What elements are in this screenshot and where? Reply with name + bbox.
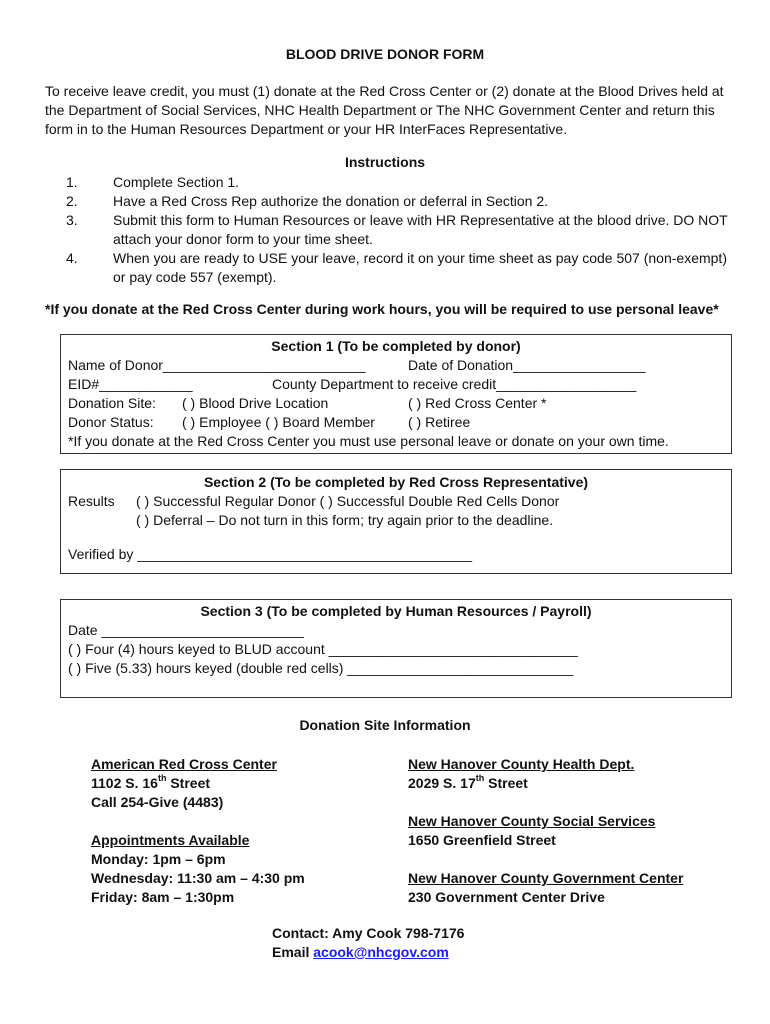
health-address-suffix: th xyxy=(475,773,485,784)
contact-line: Contact: Amy Cook 798-7176 xyxy=(272,925,465,941)
arc-address-street: Street xyxy=(166,775,211,791)
donor-status-label: Donor Status: xyxy=(68,414,154,430)
instruction-text: When you are ready to USE your leave, record it on your time sheet as pay code 507 (non-exempt) xyxy=(113,250,727,266)
social-services-name: New Hanover County Social Services xyxy=(408,813,656,829)
section3-heading: Section 3 (To be completed by Human Resources / Payroll) xyxy=(200,603,592,619)
date-of-donation-field[interactable]: Date of Donation_________________ xyxy=(408,357,646,373)
instruction-item xyxy=(66,192,728,211)
contact-block xyxy=(272,924,464,962)
friday-hours: Friday: 8am – 1:30pm xyxy=(91,889,235,905)
government-center-address: 230 Government Center Drive xyxy=(408,889,605,905)
form-title-text: BLOOD DRIVE DONOR FORM xyxy=(285,46,485,62)
red-cross-center-option[interactable]: ( ) Red Cross Center * xyxy=(408,395,547,411)
site-info-heading: Donation Site Information xyxy=(299,717,471,733)
social-services-address: 1650 Greenfield Street xyxy=(408,832,556,848)
instruction-text: or pay code 557 (exempt). xyxy=(113,269,277,285)
results-label: Results xyxy=(68,493,115,509)
instruction-number: 2. xyxy=(66,193,78,209)
email-line xyxy=(272,943,464,962)
instruction-item xyxy=(66,211,728,230)
instruction-number: 1. xyxy=(66,174,78,190)
health-address-number: 2029 S. 17 xyxy=(408,775,476,791)
arc-address-suffix: th xyxy=(157,773,167,784)
instruction-item xyxy=(66,173,728,192)
instruction-item-cont xyxy=(66,230,728,249)
instructions-list xyxy=(66,173,728,287)
blood-drive-location-option[interactable]: ( ) Blood Drive Location xyxy=(182,395,329,411)
donation-site-label: Donation Site: xyxy=(68,395,156,411)
wednesday-hours: Wednesday: 11:30 am – 4:30 pm xyxy=(91,870,305,886)
county-department-field[interactable]: County Department to receive credit__________________ xyxy=(272,376,637,392)
health-address-street: Street xyxy=(484,775,528,791)
four-hours-option[interactable]: ( ) Four (4) hours keyed to BLUD account ________________________________ xyxy=(68,641,578,657)
health-dept-address xyxy=(408,774,683,793)
arc-column xyxy=(91,755,305,907)
instruction-number: 3. xyxy=(66,212,78,228)
section3-date-field[interactable]: Date __________________________ xyxy=(68,622,304,638)
instructions-heading: Instructions xyxy=(344,154,426,170)
five-hours-option[interactable]: ( ) Five (5.33) hours keyed (double red cells) _____________________________ xyxy=(68,660,574,676)
form-title xyxy=(0,46,770,62)
arc-address xyxy=(91,774,305,793)
arc-name: American Red Cross Center xyxy=(91,756,277,772)
intro-line: the Department of Social Services, NHC Health Department or The NHC Government Center and return this xyxy=(45,102,715,118)
instruction-item xyxy=(66,249,728,268)
employee-board-member-options[interactable]: ( ) Employee ( ) Board Member xyxy=(182,414,375,430)
intro-line: To receive leave credit, you must (1) donate at the Red Cross Center or (2) donate at the Blood Drives held at xyxy=(45,83,724,99)
intro-line: form in to the Human Resources Department or your HR InterFaces Representative. xyxy=(45,121,568,137)
arc-phone: Call 254-Give (4483) xyxy=(91,794,224,810)
email-link[interactable]: acook@nhcgov.com xyxy=(313,944,449,960)
section1-heading: Section 1 (To be completed by donor) xyxy=(271,338,521,354)
instruction-text: Have a Red Cross Rep authorize the donation or deferral in Section 2. xyxy=(113,193,549,209)
county-sites-column xyxy=(408,755,683,907)
result-deferral-option[interactable]: ( ) Deferral – Do not turn in this form; try again prior to the deadline. xyxy=(136,512,554,528)
name-of-donor-field[interactable]: Name of Donor__________________________ xyxy=(68,357,366,373)
appointments-heading: Appointments Available xyxy=(91,832,250,848)
eid-field[interactable]: EID#____________ xyxy=(68,376,193,392)
instruction-item-cont xyxy=(66,268,728,287)
health-dept-name: New Hanover County Health Dept. xyxy=(408,756,635,772)
personal-leave-warning: *If you donate at the Red Cross Center during work hours, you will be required to use personal leave* xyxy=(45,301,719,317)
email-label: Email xyxy=(272,944,314,960)
intro-paragraph xyxy=(45,82,724,139)
retiree-option[interactable]: ( ) Retiree xyxy=(408,414,471,430)
section2-heading: Section 2 (To be completed by Red Cross Representative) xyxy=(203,474,589,490)
verified-by-field[interactable]: Verified by ___________________________________________ xyxy=(68,546,473,562)
instruction-text: Submit this form to Human Resources or leave with HR Representative at the blood drive. DO NOT xyxy=(113,212,728,228)
instruction-text: Complete Section 1. xyxy=(113,174,240,190)
instruction-number: 4. xyxy=(66,250,78,266)
instruction-text: attach your donor form to your time sheet. xyxy=(113,231,373,247)
result-donor-options[interactable]: ( ) Successful Regular Donor ( ) Successful Double Red Cells Donor xyxy=(136,493,560,509)
section1-note: *If you donate at the Red Cross Center you must use personal leave or donate on your own time. xyxy=(68,433,669,449)
monday-hours: Monday: 1pm – 6pm xyxy=(91,851,226,867)
arc-address-number: 1102 S. 16 xyxy=(91,775,158,791)
government-center-name: New Hanover County Government Center xyxy=(408,870,684,886)
